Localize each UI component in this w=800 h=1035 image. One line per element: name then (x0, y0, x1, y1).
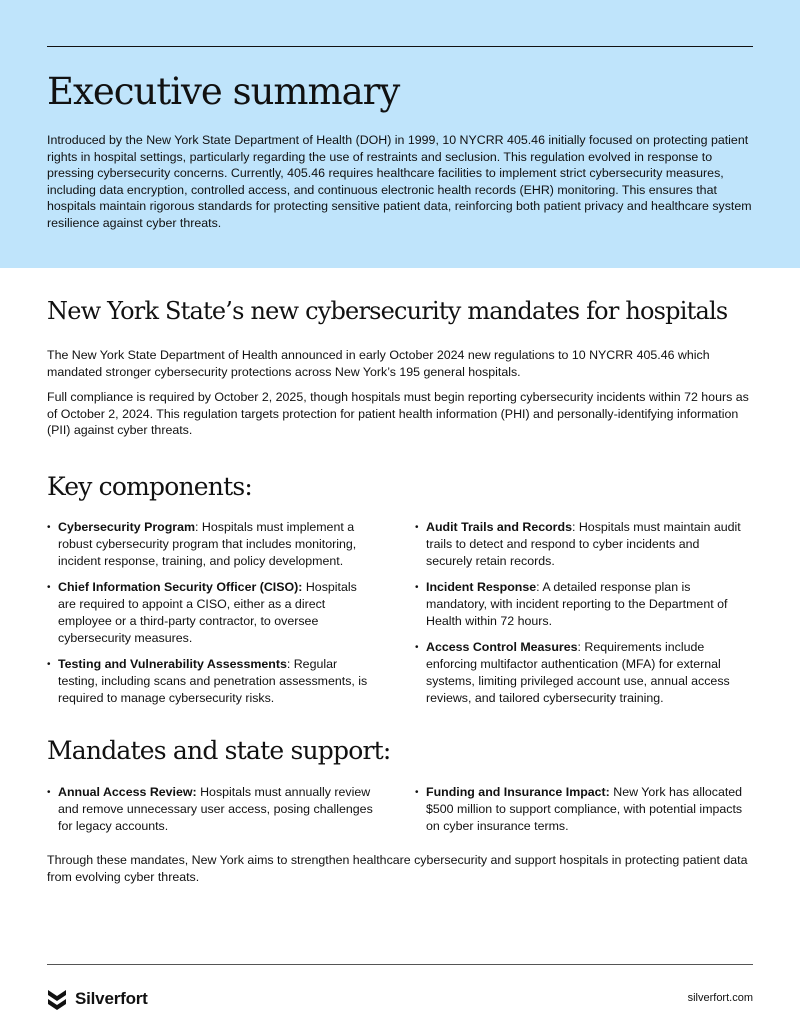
executive-summary-panel (0, 0, 800, 268)
list-item (415, 639, 745, 707)
list-item (47, 579, 377, 647)
list-item-text: : Requirements include enforcing multifactor authentication (MFA) for external systems, limiting privileged account use, annual access reviews, and tailored cybersecurity training. (426, 640, 730, 705)
list-item (47, 519, 377, 570)
state-support-left-list (47, 784, 377, 844)
list-item-text: : Hospitals must implement a robust cybersecurity program that includes monitoring, incident response, training, and policy development. (58, 520, 357, 568)
list-item-term: Cybersecurity Program (58, 520, 196, 534)
state-support-right-list (415, 784, 745, 844)
silverfort-chevron-logo-icon (47, 988, 67, 1010)
mandates-paragraph-1: The New York State Department of Health announced in early October 2024 new regulations to 10 NYCRR 405.46 which mandated stronger cybersecurity protections across New York’s 195 general hospitals. (47, 348, 710, 379)
silverfort-logo (47, 988, 148, 1010)
state-support-title: Mandates and state support: (47, 736, 391, 765)
list-item-term: Chief Information Security Officer (CISO): (58, 580, 303, 594)
list-item-text: New York has allocated $500 million to support compliance, with potential impacts on cyber insurance terms. (426, 785, 743, 833)
mandates-section-title: New York State’s new cybersecurity mandates for hospitals (47, 297, 728, 325)
list-item (47, 656, 377, 707)
list-item-text: Hospitals are required to appoint a CISO, either as a direct employee or a third-party contractor, to oversee cybersecurity measures. (58, 580, 357, 645)
list-item-term: Annual Access Review: (58, 785, 197, 799)
list-item (415, 784, 745, 835)
website-url: silverfort.com (687, 992, 753, 1004)
key-components-left-list (47, 519, 377, 716)
top-divider (47, 46, 753, 47)
list-item-term: Funding and Insurance Impact: (426, 785, 610, 799)
list-item-term: Testing and Vulnerability Assessments (58, 657, 287, 671)
list-item (415, 579, 745, 630)
list-item-term: Incident Response (426, 580, 537, 594)
closing-paragraph: Through these mandates, New York aims to strengthen healthcare cybersecurity and support hospitals in protecting patient data from evolving cyber threats. (47, 853, 748, 884)
executive-summary-title: Executive summary (47, 70, 400, 113)
list-item-text: : A detailed response plan is mandatory, with incident reporting to the Department of Health within 72 hours. (426, 580, 728, 628)
list-item-text: : Regular testing, including scans and penetration assessments, is required to manage cybersecurity risks. (58, 657, 368, 705)
key-components-title: Key components: (47, 472, 252, 501)
list-item-text: : Hospitals must maintain audit trails to detect and respond to cyber incidents and securely retain records. (426, 520, 741, 568)
mandates-paragraph-2: Full compliance is required by October 2, 2025, though hospitals must begin reporting cybersecurity incidents within 72 hours as of October 2, 2024. This regulation targets protection for patient health information (PHI) and personally-identifying information (PII) against cyber threats. (47, 390, 749, 438)
footer-divider (47, 964, 753, 965)
list-item-text: Hospitals must annually review and remove unnecessary user access, posing challenges for legacy accounts. (58, 785, 373, 833)
executive-summary-text: Introduced by the New York State Department of Health (DOH) in 1999, 10 NYCRR 405.46 initially focused on protecting patient rights in hospital settings, particularly regarding the use of restraints and seclusion. This regulation evolved in response to pressing cybersecurity concerns. Currently, 405.46 requires healthcare facilities to implement strict cybersecurity measures, including data encryption, controlled access, and continuous electronic health records (EHR) monitoring. This ensures that hospitals maintain rigorous standards for protecting sensitive patient data, reinforcing both patient privacy and healthcare system resilience against cyber threats. (47, 133, 752, 230)
list-item-term: Access Control Measures (426, 640, 578, 654)
brand-name: Silverfort (75, 989, 148, 1008)
key-components-right-list (415, 519, 745, 716)
list-item-term: Audit Trails and Records (426, 520, 572, 534)
list-item (415, 519, 745, 570)
list-item (47, 784, 377, 835)
